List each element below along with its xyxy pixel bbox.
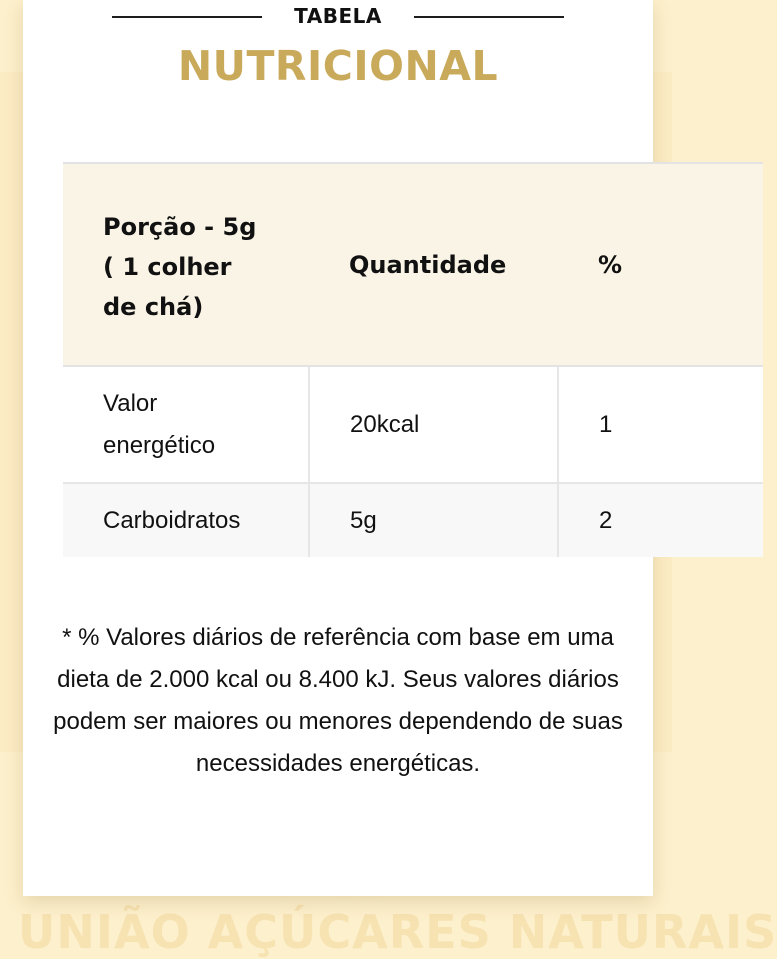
nutrition-table-scroll[interactable] [63, 162, 623, 558]
cell-nutrient: Valor energético [63, 366, 309, 483]
cell-quantity: 20kcal [309, 366, 558, 483]
background-heading: UNIÃO AÇÚCARES NATURAIS [18, 905, 777, 959]
table-row [63, 366, 763, 483]
nutrition-table [63, 162, 763, 557]
title-small: TABELA [294, 4, 382, 28]
cell-nutrient: Carboidratos [103, 506, 241, 534]
cell-percent: 2 [558, 483, 763, 557]
cell-percent: 1 [558, 366, 763, 483]
cell-quantity: 5g [309, 483, 558, 557]
title-top [23, 4, 653, 32]
daily-values-footnote: * % Valores diários de referência com base em uma dieta de 2.000 kcal ou 8.400 kJ. Seus valores diários podem ser maiores ou menores dependendo de suas necessidades energéticas. [53, 624, 623, 777]
nutrition-card [23, 0, 653, 896]
page-title: NUTRICIONAL [177, 42, 499, 90]
table-header-row [63, 163, 763, 366]
header-percent: % [558, 163, 763, 366]
header-portion: Porção - 5g ( 1 colher de chá) [63, 163, 309, 366]
header-quantity: Quantidade [309, 163, 558, 366]
table-row [63, 483, 763, 557]
title-rule-right [414, 16, 564, 18]
